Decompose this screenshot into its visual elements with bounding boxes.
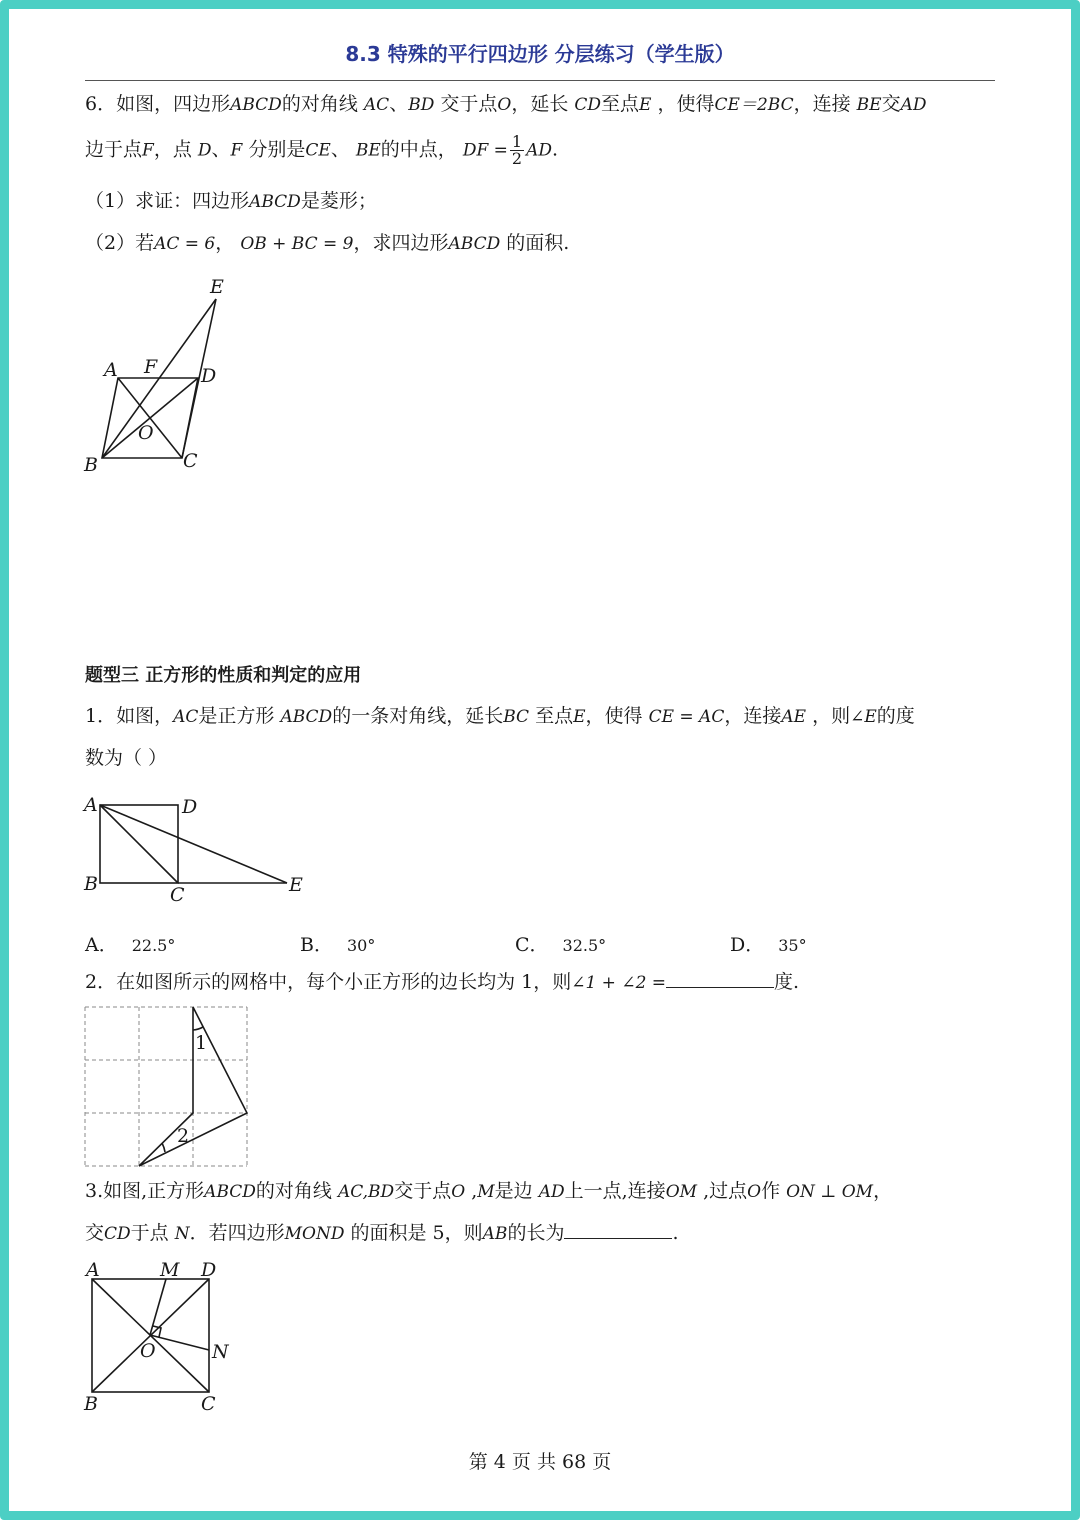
q2-line: 2．在如图所示的网格中，每个小正方形的边长均为 1，则∠1 + ∠2 = 度. xyxy=(85,971,800,993)
fig2-label-1: 1 xyxy=(195,1032,208,1054)
fig3-label-b: B xyxy=(84,1393,98,1415)
fig6-label-o: O xyxy=(138,422,154,444)
q6-part2: （2）若AC = 6， OB + BC = 9，求四边形ABCD 的面积. xyxy=(85,232,570,254)
fig3-label-a: A xyxy=(86,1259,100,1281)
q3-line1: 3.如图,正方形ABCD的对角线 AC,BD交于点O ,M是边 AD上一点,连接OM ,过点O作 ON ⊥ OM， xyxy=(85,1180,893,1202)
fig1-label-d: D xyxy=(182,796,198,818)
fig6-label-d: D xyxy=(201,365,217,387)
fig3-label-d: D xyxy=(201,1259,217,1281)
fig2-label-2: 2 xyxy=(177,1125,190,1147)
fig6-label-f: F xyxy=(144,356,158,378)
option-d[interactable]: D． 35° xyxy=(730,934,807,956)
q6-line1: 6．如图，四边形ABCD的对角线 AC、BD 交于点O，延长 CD至点E ，使得CE＝2BC，连接 BE交AD xyxy=(85,93,927,115)
fig1-label-b: B xyxy=(84,873,98,895)
option-a[interactable]: A． 22.5° xyxy=(85,934,176,956)
fig1-label-c: C xyxy=(170,884,185,906)
q3-line2: 交CD于点 N．若四边形MOND 的面积是 5，则AB的长为 . xyxy=(85,1222,679,1244)
q6-line2: 边于点F，点 D、F 分别是CE、 BE的中点， DF = $\frac{1}{2}$ AD. xyxy=(85,132,559,168)
fig1-label-a: A xyxy=(84,794,98,816)
fig6-label-c: C xyxy=(183,450,198,472)
fraction-half: $\frac{1}{2}$ xyxy=(511,132,523,168)
option-b[interactable]: B． 30° xyxy=(300,934,376,956)
fig3-label-n: N xyxy=(212,1341,229,1363)
page-header: 8.3 特殊的平行四边形 分层练习（学生版） xyxy=(345,42,735,66)
fig6-label-e: E xyxy=(210,276,224,298)
page-footer: 第 4 页 共 68 页 xyxy=(468,1451,612,1473)
fig1-label-e: E xyxy=(289,874,303,896)
q1-line2: 数为（ ） xyxy=(85,747,168,769)
fig3-label-m: M xyxy=(160,1259,180,1281)
option-c[interactable]: C． 32.5° xyxy=(515,934,607,956)
fig6-label-b: B xyxy=(84,454,98,476)
fig6-label-a: A xyxy=(104,359,118,381)
q1-line1: 1．如图，AC是正方形 ABCD的一条对角线，延长BC 至点E，使得 CE = AC，连接AE ，则∠E的度 xyxy=(85,705,915,727)
q6-part1: （1）求证：四边形ABCD是菱形； xyxy=(85,190,377,212)
section-title: 题型三 正方形的性质和判定的应用 xyxy=(85,665,362,686)
fig3-label-c: C xyxy=(201,1393,216,1415)
fig3-label-o: O xyxy=(140,1340,156,1362)
